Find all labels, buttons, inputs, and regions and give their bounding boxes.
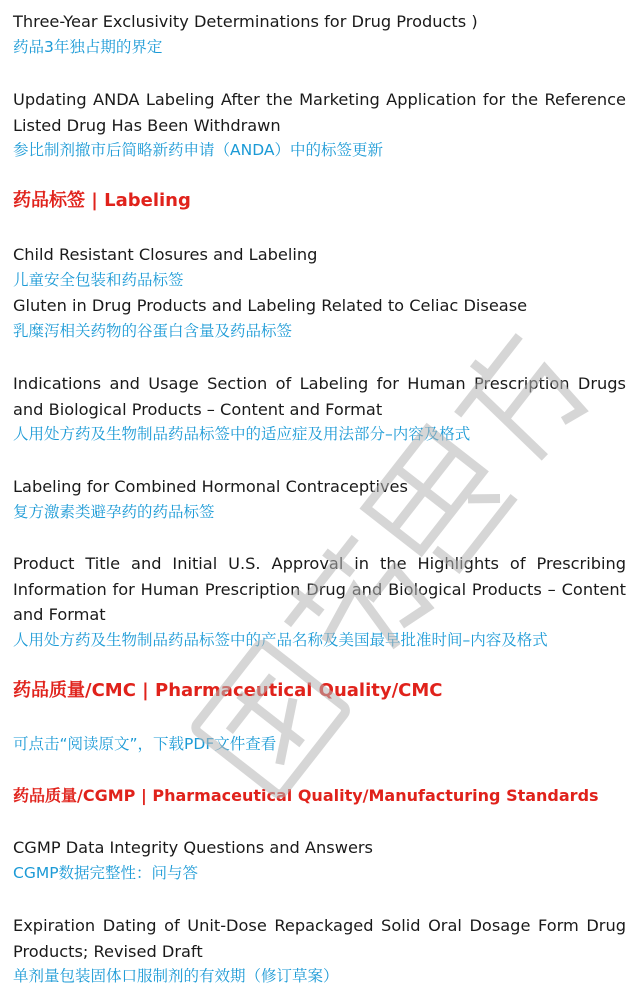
entry	[13, 474, 626, 525]
entry-title-zh: 儿童安全包装和药品标签	[13, 270, 184, 289]
entry-title-zh: 参比制剂撤市后简略新药申请（ANDA）中的标签更新	[13, 141, 383, 159]
entry-title-en: Product Title and Initial U.S. Approval in the Highlights of Prescribing Information for Human Prescription Drug and Biological Products – Content and Format	[13, 554, 626, 624]
download-note-text: 可点击“阅读原文”，下载PDF文件查看	[13, 735, 277, 753]
section-heading: 药品质量/CMC | Pharmaceutical Quality/CMC	[13, 680, 443, 701]
download-note	[13, 732, 626, 758]
entry	[13, 835, 626, 886]
entry-title-en: Three-Year Exclusivity Determinations for Drug Products )	[13, 12, 478, 31]
entry-title-zh: 单剂量包装固体口服制剂的有效期（修订草案）	[13, 967, 339, 985]
section-heading: 药品质量/CGMP | Pharmaceutical Quality/Manufacturing Standards	[13, 786, 599, 805]
entry	[13, 242, 626, 293]
entry-title-en: CGMP Data Integrity Questions and Answers	[13, 838, 373, 857]
entry	[13, 87, 626, 164]
entry-title-en: Gluten in Drug Products and Labeling Related to Celiac Disease	[13, 296, 528, 315]
entry	[13, 551, 626, 653]
section-heading: 药品标签 | Labeling	[13, 190, 191, 211]
entry-title-zh: CGMP数据完整性：问与答	[13, 863, 199, 882]
entry-title-en: Labeling for Combined Hormonal Contraceptives	[13, 477, 408, 496]
entry	[13, 913, 626, 990]
section-heading-labeling	[13, 188, 626, 214]
entry-title-zh: 人用处方药及生物制品药品标签中的适应症及用法部分–内容及格式	[13, 425, 471, 443]
entry-title-en: Updating ANDA Labeling After the Marketing Application for the Reference Listed Drug Has Been Withdrawn	[13, 90, 626, 135]
entry	[13, 293, 626, 344]
entry-title-en: Expiration Dating of Unit-Dose Repackaged Solid Oral Dosage Form Drug Products; Revised Draft	[13, 916, 626, 961]
entry-title-zh: 乳糜泻相关药物的谷蛋白含量及药品标签	[13, 321, 293, 340]
entry-title-en: Indications and Usage Section of Labeling for Human Prescription Drugs and Biological Products – Content and Format	[13, 374, 626, 419]
entry-title-zh: 药品3年独占期的界定	[13, 37, 163, 56]
section-heading-cmc	[13, 678, 626, 704]
entry-title-zh: 人用处方药及生物制品药品标签中的产品名称及美国最早批准时间–内容及格式	[13, 630, 548, 649]
entry-title-en: Child Resistant Closures and Labeling	[13, 245, 318, 264]
section-heading-cgmp	[13, 783, 626, 809]
entry-title-zh: 复方激素类避孕药的药品标签	[13, 502, 215, 521]
entry	[13, 9, 626, 60]
entry	[13, 371, 626, 448]
